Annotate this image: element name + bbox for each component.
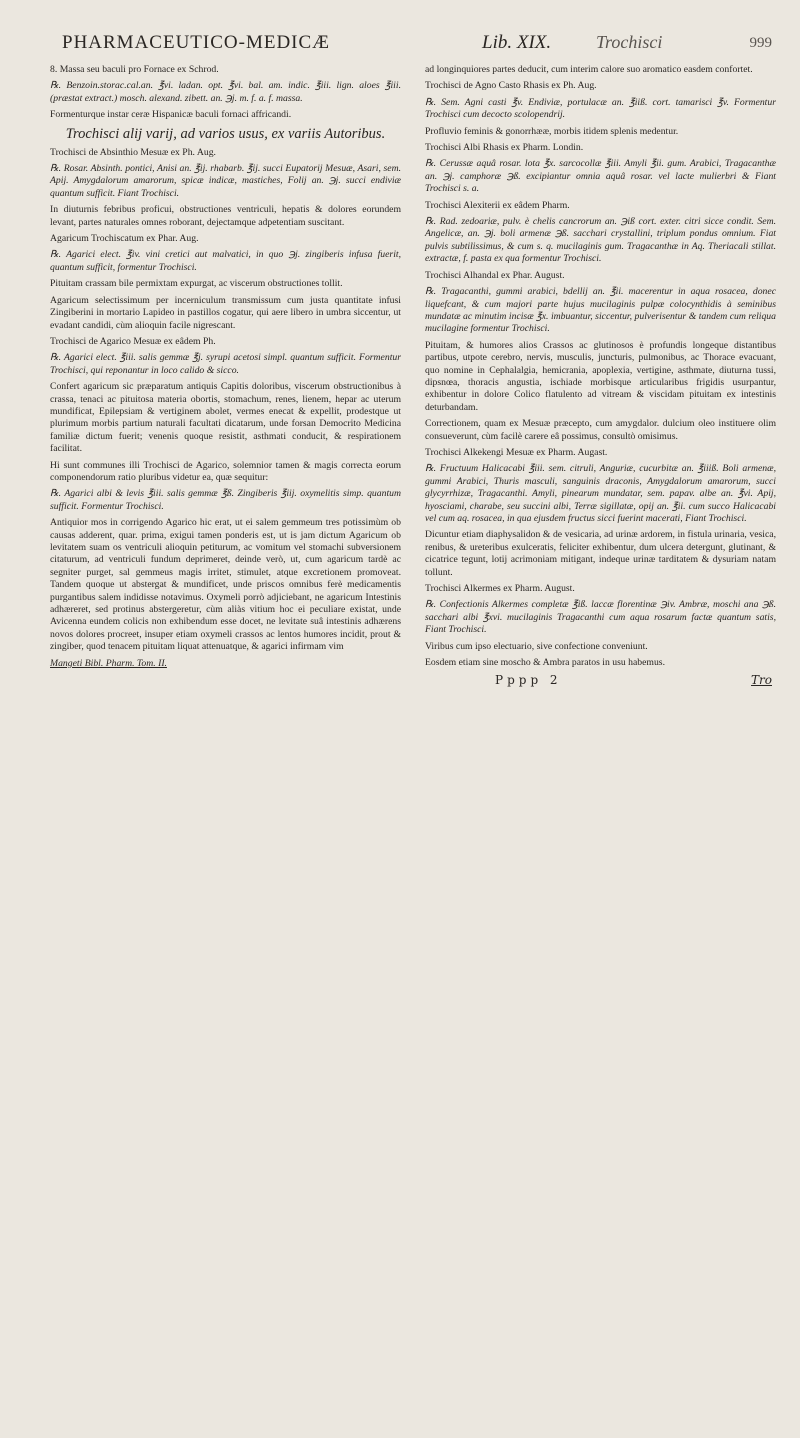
text-paragraph: Trochisci de Agarico Mesuæ ex eâdem Ph. xyxy=(50,335,216,347)
catchword: Tro xyxy=(751,673,772,688)
text-columns xyxy=(50,64,776,687)
recipe-paragraph: ℞. Sem. Agni casti ℥v. Endiviæ, portulacæ an. ℥iiß. cort. tamarisci ℥v. Formentur Trochisci cum decocto scolopendrij. xyxy=(425,96,776,121)
text-paragraph: Hi sunt communes illi Trochisci de Agarico, solemnior tamen & magis correcta eorum componendorum ratio pluribus videtur ea, quæ sequitur: xyxy=(50,459,401,483)
text-paragraph: Trochisci Albi Rhasis ex Pharm. Londin. xyxy=(425,142,584,154)
page-footer xyxy=(425,673,776,687)
recipe-paragraph: ℞. Rad. zedoariæ, pulv. è chelis cancrorum an. ℈iß cort. exter. citri sicce condit. Sem. Angelicæ, an. ℈j. boli armenæ ℈ß. sacchari crystallini, triplum pondus omnium. Fiat pulvis subtilissimus, & cum s. q. mucilaginis gum. Tragacanthæ in Aq. Theriacali stillat. extractæ, f. pasta ex qua formentur Trochisci. xyxy=(425,216,776,265)
text-paragraph: Trochisci Alkermes ex Pharm. August. xyxy=(425,583,575,595)
recipe-paragraph: ℞. Cerussæ aquâ rosar. lota ℥x. sarcocollæ ℥iii. Amyli ℥ii. gum. Arabici, Tragacanthæ an. ℈j. camphoræ ℈ß. excipiantur omnia aquâ rosar. vel lacte mulierbri & Fiant Trochisci s. a. xyxy=(425,158,776,195)
text-paragraph: Correctionem, quam ex Mesuæ præcepto, cum amygdalor. dulcium oleo instituere olim consueverunt, cùm facilè carere eâ possimus, consultò omisimus. xyxy=(425,418,776,442)
text-paragraph: Profluvio feminis & gonorrhææ, morbis itidem splenis medentur. xyxy=(425,125,679,137)
book-number: Lib. XIX. xyxy=(482,32,552,53)
running-title: PHARMACEUTICO-MEDICÆ xyxy=(62,32,331,53)
text-paragraph: Trochisci Alexiterii ex eâdem Pharm. xyxy=(425,199,570,211)
text-paragraph: Trochisci de Agno Casto Rhasis ex Ph. Aug. xyxy=(425,80,597,92)
recipe-paragraph: ℞. Benzoin.storac.cal.an. ℥vi. ladan. opt. ℥vi. bal. am. indic. ℥iii. lign. aloes ℥iii. (præstat extract.) mosch. alexand. zibett. an. ℈j. m. f. a. f. massa. xyxy=(50,80,401,104)
text-paragraph: Formenturque instar ceræ Hispanicæ baculi fornaci affricandi. xyxy=(50,109,292,121)
left-column xyxy=(50,64,401,687)
text-paragraph: Pituitam crassam bile permixtam expurgat, ac viscerum obstructiones tollit. xyxy=(50,278,343,290)
text-paragraph: Confert agaricum sic præparatum antiquis Capitis doloribus, viscerum obstructionibus à crassa, tenaci ac pituitosa materia obortis, stomachum, renes, lienem, hepar ac uterum mundificat, Epilepsiam & vertiginem abolet, vermes enecat & expellit, prodestque ut plurimum morbis partium naturali facultati dicatarum, unde forsan Democrito Medicina familiæ dictum fuerit; venenis quoque resistit, asthmati conducit, & respirationem facilitat. xyxy=(50,381,401,455)
text-paragraph: In diuturnis febribus proficui, obstructiones ventriculi, hepatis & dolores eorundem levant, partes naturales omnes roborant, dejectamque adpetentiam suscitant. xyxy=(50,204,401,228)
recipe-paragraph: ℞. Confectionis Alkermes completæ ℥iß. laccæ florentinæ ℈iv. Ambræ, moschi ana ℈ß. sacchari albi ℥xvi. mucilaginis Tragacanthi cum aqua rosarum factæ quantum satis, Fiant Trochisci. xyxy=(425,599,776,636)
signature-mark: Pppp 2 xyxy=(495,673,562,688)
text-paragraph: Agaricum Trochiscatum ex Phar. Aug. xyxy=(50,233,199,245)
running-word: Trochisci xyxy=(596,32,663,52)
text-paragraph: Pituitam, & humores alios Crassos ac glutinosos è profundis longeque distantibus partibus, utpote cerebro, nervis, musculis, juncturis, pulmonibus, ac Thorace evacuant, quo nomine in Cephalalgia, hemicrania, apoplexia, vertigine, asthmate, diuturna tussi, dipsnœa, thoracis angustia, ischiade morbisque articularibus frigidis usurpantur, exhibentur in dolore Colico flatulento ad vitream & viscidam pituitam ex intestinis deturbandam. xyxy=(425,339,776,413)
text-paragraph: Antiquior mos in corrigendo Agarico hic erat, ut ei salem gemmeum tres potissimùm ob causas adderent, quar. prima, exigui tamen ponderis est, ut is jam dictum Agaricum ob levitatem suam os ventriculi alioquin petiturum, ac vomitum vel stomachi subversionem citaturum, ad ventriculi fundum deprimeret, deinde verò, ut, cum agaricum tardè ac segniter purget, sal gemmeus magis irritet, stimulet, atque excretionem promoveat. Tandem quoque ut abstergat & mundificet, unde priscos omnibus ferè medicamentis purgantibus salem indidisse notavimus. Oxymeli porrò adjiciebant, ne agaricum Intestinis adhæreret, sed protinus abstergeretur, cùm aliàs vitium hoc ei peculiare existat, unde Avicenna eundem colicis non exhibendum esse docet, ne levitate suâ intestinis adhærens novos dolores procreet, insuper etiam oxymeli crassos ac lentos humores incidit, prout & zingiber, quod tenacem pituitam liquat attenuatque, & agarici infirmam vim xyxy=(50,517,401,653)
text-paragraph: Trochisci de Absinthio Mesuæ ex Ph. Aug. xyxy=(50,146,216,158)
recipe-paragraph: ℞. Agarici elect. ℥iv. vini cretici aut malvatici, in quo ℈j. zingiberis infusa fuerit, quantum sufficit, formentur Trochisci. xyxy=(50,249,401,273)
text-paragraph: 8. Massa seu baculi pro Fornace ex Schrod. xyxy=(50,64,219,75)
text-paragraph: Agaricum selectissimum per incerniculum transmissum cum justa quantitate infusi Zingiberini in mortario Lapideo in pastillos cogatur, qui aere libero in umbra siccentur, ut evadant candidi, cùm alioquin facile nigrescant. xyxy=(50,294,401,331)
text-paragraph: Dicuntur etiam diaphysalidon & de vesicaria, ad urinæ ardorem, in fistula urinaria, vesica, renibus, & ureteribus exulceratis, feliciter exhibentur, dum ulcera detergunt, glutinant, & cicatrice tegunt, lotij acrimoniam mitigant, indeque urinæ tarditatem & dysuriam natam tollunt. xyxy=(425,529,776,578)
text-paragraph: Eosdem etiam sine moscho & Ambra paratos in usu habemus. xyxy=(425,657,665,669)
catch-line: Mangeti Bibl. Pharm. Tom. II. xyxy=(50,657,167,669)
recipe-paragraph: ℞. Tragacanthi, gummi arabici, bdellij an. ℥ii. macerentur in aqua rosacea, donec liquefcant, & cum majori parte hujus mucilaginis pulpæ colocynthidis à seminibus mundatæ ac minutim incisæ ℥x. imbuantur, siccentur, pulverisentur & tandem cum reliqua mucilagine formentur Trochisci. xyxy=(425,286,776,335)
recipe-paragraph: ℞. Rosar. Absinth. pontici, Anisi an. ℥ij. rhabarb. ℥ij. succi Eupatorij Mesuæ, Asari, sem. Apij. Amygdalorum amarorum, spicæ indicæ, mastiches, Folij an. ℈j. succi endiviæ quantum sufficit. Fiant Trochisci. xyxy=(50,163,401,199)
text-paragraph: Trochisci Alhandal ex Phar. August. xyxy=(425,269,565,281)
recipe-paragraph: ℞. Fructuum Halicacabi ℥iii. sem. citruli, Anguriæ, cucurbitæ an. ℥iiiß. Boli armenæ, gummi Arabici, Thuris masculi, sanguinis draconis, Amygdalorum amarorum, succi glycyrrhizæ, Tragacanthi. Amyli, pinearum mundatar, sem. papav. albe an. ℥vi. Apij, hyosciami, charabe, seu succini albi, Terræ sigillatæ, opij an. ℥ii. cum succo Halicacabi vel cum aq. rosacea, in qua ejusdem fructus sicci fuerint macerati, Fiant Trochisci. xyxy=(425,463,776,524)
running-header xyxy=(50,32,776,58)
section-heading: Trochisci alij varij, ad varios usus, ex variis Autoribus. xyxy=(65,125,386,142)
text-paragraph: Viribus cum ipso electuario, sive confectione conveniunt. xyxy=(425,640,648,652)
text-paragraph: Trochisci Alkekengi Mesuæ ex Pharm. Augast. xyxy=(425,446,608,458)
text-paragraph: ad longinquiores partes deducit, cum interim calore suo aromatico easdem confortet. xyxy=(425,64,753,75)
page-number: 999 xyxy=(749,35,772,51)
recipe-paragraph: ℞. Agarici albi & levis ℥iii. salis gemmæ ℥ß. Zingiberis ℥iij. oxymelitis simp. quantum sufficit. Formentur Trochisci. xyxy=(50,488,401,512)
recipe-paragraph: ℞. Agarici elect. ℥iii. salis gemmæ ℥j. syrupi acetosi simpl. quantum sufficit. Formentur Trochisci, qui reponantur in loco calido & sicco. xyxy=(50,352,401,376)
right-column xyxy=(425,64,776,687)
